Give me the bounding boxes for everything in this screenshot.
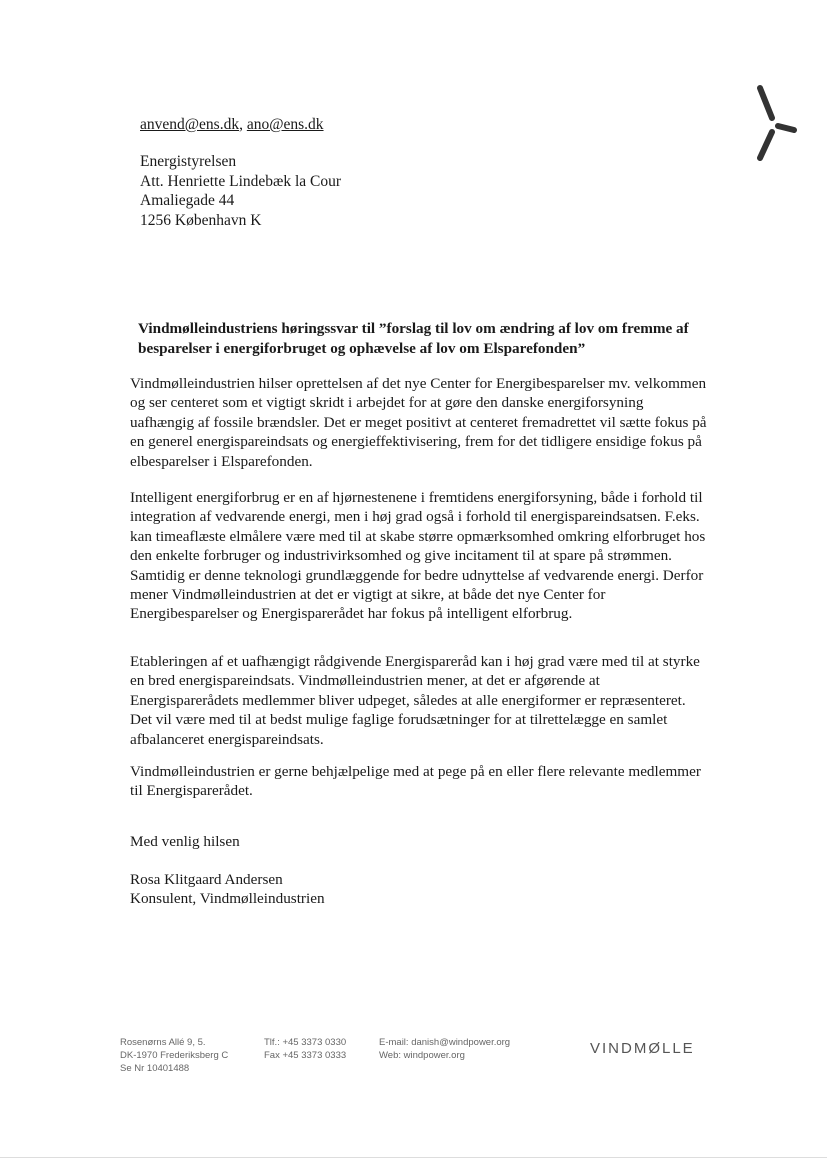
email-recipients: [140, 116, 324, 134]
body-paragraph: Etableringen af et uafhængigt rådgivende Energispareråd kan i høj grad være med til at styrke en bred energispareindsats. Vindmølleindustrien mener, at det er afgørende at Energisparerådets medlemmer bliver udpeget, således at alle energiformer er repræsenteret. Det vil være med til at bedst mulige faglige forudsætninger for at tilrettelægge en samlet afbalanceret energispareindsats.: [130, 653, 700, 748]
closing-salutation: Med venlig hilsen: [130, 833, 240, 850]
email-link-anvend[interactable]: anvend@ens.dk: [140, 116, 240, 133]
recipient-line: Amaliegade 44: [140, 192, 235, 209]
footer-phone: [264, 1036, 346, 1062]
footer-line: DK-1970 Frederiksberg C: [120, 1050, 229, 1061]
signer-title: Konsulent, Vindmølleindustrien: [130, 890, 325, 908]
footer-line: Rosenørns Allé 9, 5.: [120, 1037, 206, 1048]
wind-turbine-logo-icon: [748, 84, 800, 164]
recipient-line: Energistyrelsen: [140, 153, 237, 170]
footer-brand-logo: VINDMØLLE: [590, 1040, 695, 1057]
recipient-line: Att. Henriette Lindebæk la Cour: [140, 172, 342, 190]
body-paragraph: Intelligent energiforbrug er en af hjørnestenene i fremtidens energiforsyning, både i forhold til integration af vedvarende energi, men i høj grad også i forhold til energispareindsatsen. F.eks. kan timeaflæste elmålere være med til at skabe større opmærksomhed omkring elforbruget hos den enkelte forbruger og industrivirksomhed og give incitament til at spare på strømmen. Samtidig er denne teknologi grundlæggende for bedre udnyttelse af vedvarende energi. Derfor mener Vindmølleindustrien at det er vigtigt at sikre, at både det nye Center for Energibesparelser og Energisparerådet har fokus på intelligent elforbrug.: [130, 489, 706, 623]
scan-edge-divider: [0, 1157, 827, 1158]
signature-block: [130, 870, 325, 909]
footer-address: [120, 1036, 228, 1075]
footer-email[interactable]: E-mail: danish@windpower.org: [379, 1037, 511, 1048]
email-link-ano[interactable]: ano@ens.dk: [246, 116, 324, 133]
letterhead-footer: [0, 1036, 827, 1086]
footer-line: Tlf.: +45 3373 0330: [264, 1037, 347, 1048]
footer-line: Se Nr 10401488: [120, 1063, 190, 1074]
footer-line: Fax +45 3373 0333: [264, 1050, 347, 1061]
recipient-line: 1256 København K: [140, 211, 262, 229]
email-separator: ,: [239, 116, 247, 133]
footer-web[interactable]: Web: windpower.org: [379, 1050, 465, 1061]
footer-contact: [379, 1036, 510, 1062]
recipient-address: [140, 152, 341, 230]
signer-name: Rosa Klitgaard Andersen: [130, 871, 283, 888]
body-paragraph: Vindmølleindustrien hilser oprettelsen af det nye Center for Energibesparelser mv. velkommen og ser centeret som et vigtigt skridt i arbejdet for at gøre den danske energiforsyning uafhængig af fossile brændsler. Det er meget positivt at centeret fremadrettet vil sætte fokus på en generel energispareindsats og energieffektivisering, frem for det tidligere ensidige fokus på elbesparelser i Elsparefonden.: [130, 375, 707, 470]
body-paragraph: Vindmølleindustrien er gerne behjælpelige med at pege på en eller flere relevante medlemmer til Energisparerådet.: [130, 763, 701, 800]
letter-subject: Vindmølleindustriens høringssvar til ”forslag til lov om ændring af lov om fremme af besparelser i energiforbruget og ophævelse af lov om Elsparefonden”: [138, 320, 689, 357]
